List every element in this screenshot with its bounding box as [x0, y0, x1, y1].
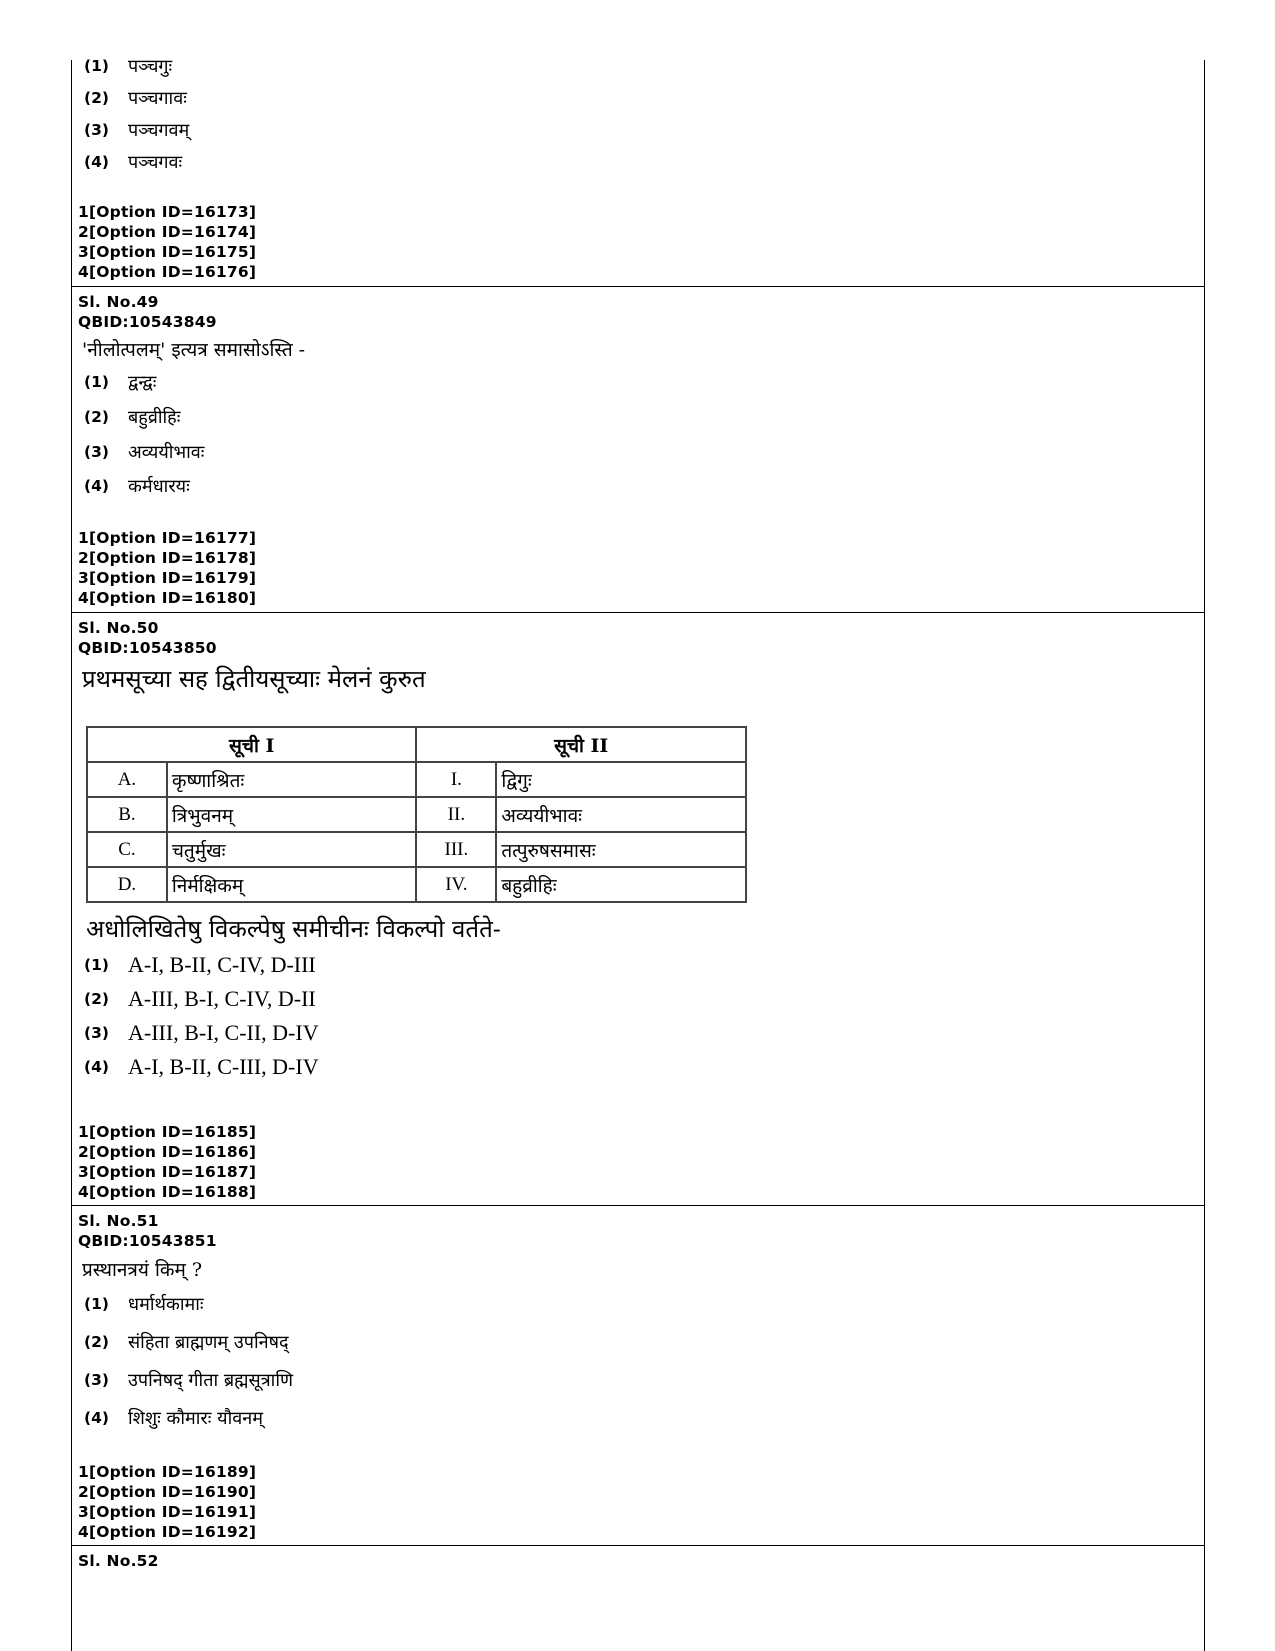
table-row	[87, 867, 746, 902]
question-meta	[78, 618, 217, 658]
option-number: (1)	[84, 57, 109, 75]
option-4	[84, 1406, 263, 1436]
option-id: 1[Option ID=16173]	[78, 203, 257, 221]
option-number: (1)	[84, 1295, 109, 1313]
option-id: 3[Option ID=16175]	[78, 243, 257, 261]
list-2-header: सूची II	[416, 727, 746, 762]
option-id: 1[Option ID=16185]	[78, 1123, 257, 1141]
option-id-list	[78, 528, 256, 608]
option-id: 1[Option ID=16177]	[78, 529, 257, 547]
option-number: (4)	[84, 1409, 109, 1427]
table-row	[87, 762, 746, 797]
option-text: A-I, B-II, C-IV, D-III	[128, 952, 316, 977]
option-id: 4[Option ID=16188]	[78, 1183, 257, 1201]
option-number: (2)	[84, 1333, 109, 1351]
serial-number: Sl. No.50	[78, 619, 159, 637]
qbid: QBID:10543850	[78, 639, 217, 657]
option-3	[84, 118, 189, 148]
option-text: उपनिषद् गीता ब्रह्मसूत्राणि	[128, 1370, 294, 1391]
list-1-header: सूची I	[87, 727, 416, 762]
row-label: D.	[87, 867, 167, 902]
option-id: 2[Option ID=16174]	[78, 223, 257, 241]
question-separator	[71, 286, 1205, 287]
option-2	[84, 1330, 289, 1360]
option-1	[84, 952, 316, 982]
option-id: 1[Option ID=16189]	[78, 1463, 257, 1481]
option-text: द्वन्द्वः	[128, 372, 157, 393]
option-number: (4)	[84, 1058, 109, 1076]
option-2	[84, 405, 180, 435]
option-text: पञ्चगवम्	[128, 120, 190, 141]
question-text: प्रथमसूच्या सह द्वितीयसूच्याः मेलनं कुरुत	[82, 665, 426, 693]
serial-number: Sl. No.49	[78, 293, 159, 311]
table-row	[87, 832, 746, 867]
option-id: 3[Option ID=16191]	[78, 1503, 257, 1521]
option-number: (3)	[84, 1371, 109, 1389]
option-text: पञ्चगवः	[128, 152, 183, 173]
option-number: (3)	[84, 121, 109, 139]
row-value: तत्पुरुषसमासः	[496, 832, 746, 867]
instruction-text: अधोलिखितेषु विकल्पेषु समीचीनः विकल्पो वर्तते-	[86, 915, 501, 943]
option-number: (2)	[84, 89, 109, 107]
row-label: II.	[416, 797, 496, 832]
table-header-row	[87, 727, 746, 762]
row-label: A.	[87, 762, 167, 797]
option-3	[84, 1020, 319, 1050]
option-2	[84, 986, 316, 1016]
option-number: (2)	[84, 408, 109, 426]
option-id-list	[78, 1122, 256, 1202]
serial-number: Sl. No.51	[78, 1212, 159, 1230]
question-separator	[71, 1545, 1205, 1546]
match-table	[86, 726, 747, 903]
option-1	[84, 54, 172, 84]
question-meta	[78, 292, 217, 332]
option-text: शिशुः कौमारः यौवनम्	[128, 1408, 263, 1429]
option-id: 4[Option ID=16176]	[78, 263, 257, 281]
table-row	[87, 797, 746, 832]
option-4	[84, 150, 182, 180]
row-value: कृष्णाश्रितः	[167, 762, 417, 797]
question-meta	[78, 1211, 217, 1251]
serial-number: Sl. No.52	[78, 1552, 159, 1570]
option-number: (3)	[84, 1024, 109, 1042]
option-text: कर्मधारयः	[128, 476, 190, 497]
option-text: A-III, B-I, C-II, D-IV	[128, 1020, 319, 1045]
option-3	[84, 440, 204, 470]
option-text: अव्ययीभावः	[128, 442, 205, 463]
option-2	[84, 86, 187, 116]
option-1	[84, 1292, 204, 1322]
option-id: 4[Option ID=16192]	[78, 1523, 257, 1541]
option-text: धर्मार्थकामाः	[128, 1294, 204, 1315]
row-value: बहुव्रीहिः	[496, 867, 746, 902]
option-id-list	[78, 202, 256, 282]
option-text: बहुव्रीहिः	[128, 407, 181, 428]
row-label: I.	[416, 762, 496, 797]
row-value: निर्मक्षिकम्	[167, 867, 417, 902]
question-separator	[71, 612, 1205, 613]
option-3	[84, 1368, 293, 1398]
row-label: IV.	[416, 867, 496, 902]
row-value: त्रिभुवनम्	[167, 797, 417, 832]
option-text: पञ्चगावः	[128, 88, 187, 109]
option-number: (1)	[84, 956, 109, 974]
option-4	[84, 1054, 319, 1084]
option-4	[84, 474, 190, 504]
option-id: 2[Option ID=16190]	[78, 1483, 257, 1501]
option-id: 2[Option ID=16178]	[78, 549, 257, 567]
option-id: 2[Option ID=16186]	[78, 1143, 257, 1161]
row-label: B.	[87, 797, 167, 832]
option-id: 3[Option ID=16179]	[78, 569, 257, 587]
option-number: (4)	[84, 477, 109, 495]
question-meta	[78, 1551, 159, 1571]
row-value: द्विगुः	[496, 762, 746, 797]
option-id: 3[Option ID=16187]	[78, 1163, 257, 1181]
option-text: संहिता ब्राह्मणम् उपनिषद्	[128, 1332, 289, 1353]
row-label: III.	[416, 832, 496, 867]
option-text: A-I, B-II, C-III, D-IV	[128, 1054, 319, 1079]
option-text: पञ्चगुः	[128, 56, 173, 77]
option-number: (4)	[84, 153, 109, 171]
row-value: चतुर्मुखः	[167, 832, 417, 867]
row-value: अव्ययीभावः	[496, 797, 746, 832]
question-separator	[71, 1205, 1205, 1206]
qbid: QBID:10543851	[78, 1232, 217, 1250]
qbid: QBID:10543849	[78, 313, 217, 331]
option-number: (1)	[84, 373, 109, 391]
option-id-list	[78, 1462, 256, 1542]
option-1	[84, 370, 156, 400]
option-id: 4[Option ID=16180]	[78, 589, 257, 607]
question-text: प्रस्थानत्रयं किम् ?	[82, 1259, 203, 1281]
option-text: A-III, B-I, C-IV, D-II	[128, 986, 316, 1011]
option-number: (3)	[84, 443, 109, 461]
row-label: C.	[87, 832, 167, 867]
question-text: 'नीलोत्पलम्' इत्यत्र समासोऽस्ति -	[82, 339, 306, 361]
option-number: (2)	[84, 990, 109, 1008]
